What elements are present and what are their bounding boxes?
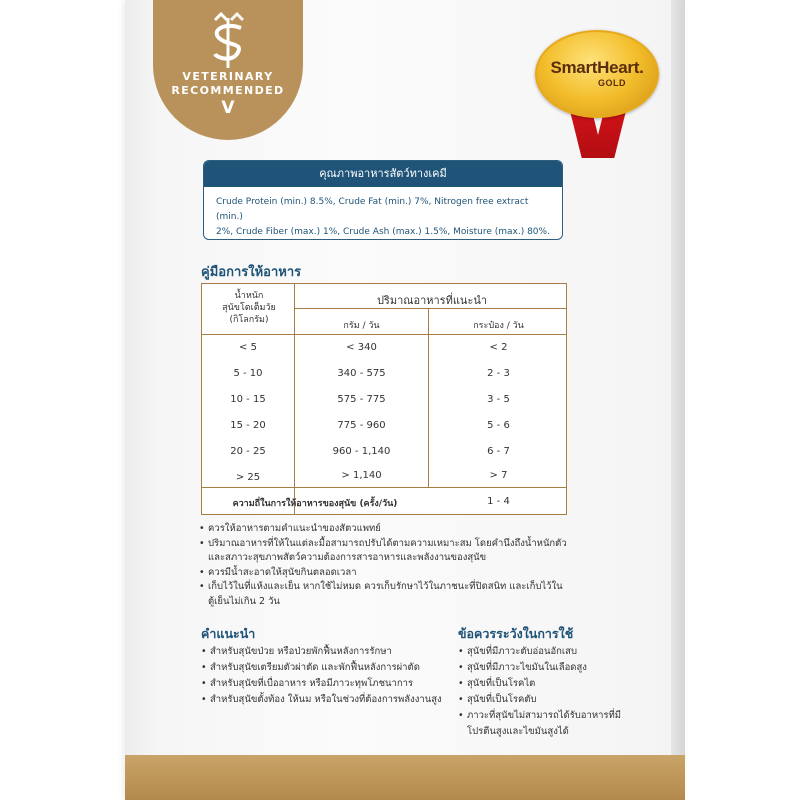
note-text: และสภาวะสุขภาพสัตว์ความต้องการสารอาหารและพลังงานของสุนัข [208,552,487,563]
header-weight [206,290,292,326]
recommend-item: • สำหรับสุนัขเตรียมตัวผ่าตัด และพักฟื้นหลังการผ่าตัด [201,660,451,676]
row-weight: 10 - 15 [230,394,266,405]
badge-mark: V [221,98,235,118]
recommend-title: คำแนะนำ [201,626,256,641]
caution-list [458,644,658,740]
frequency-label: ความถี่ในการให้อาหารของสุนัข (ครั้ง/วัน) [232,499,398,509]
row-grams: 775 - 960 [337,420,386,431]
chem-text [204,187,562,240]
note-item [199,537,569,566]
bottom-gold-band [125,755,685,800]
header-weight-line: (กิโลกรัม) [229,315,269,325]
caution-title: ข้อควรระวังในการใช้ [458,626,574,641]
badge-line-2: RECOMMENDED [171,84,285,97]
caution-item: • สุนัขที่เป็นโรคไต [458,676,658,692]
vet-recommended-badge [153,0,303,140]
frequency-value: 1 - 4 [487,496,510,507]
header-amount: ปริมาณอาหารที่แนะนำ [376,294,488,307]
brand-sub: GOLD [598,78,626,88]
row-grams: < 340 [346,342,377,353]
note-item: • ควรมีน้ำสะอาดให้สุนัขกินตลอดเวลา [199,566,569,581]
row-grams: 340 - 575 [337,368,386,379]
row-cans: 3 - 5 [487,394,510,405]
chem-title: คุณภาพอาหารสัตว์ทางเคมี [204,161,562,187]
brand-logo [530,30,670,160]
caution-text: ภาวะที่สุนัขไม่สามารถได้รับอาหารที่มี [467,710,622,721]
caution-item: • สุนัขที่มีภาวะตับอ่อนอักเสบ [458,644,658,660]
note-text: เก็บไว้ในที่แห้งและเย็น หากใช้ไม่หมด ควรเก็บรักษาไว้ในภาชนะที่ปิดสนิท และเก็บไว้ใน [208,581,563,592]
table-divider [202,334,566,335]
row-weight: 5 - 10 [233,368,263,379]
chem-line-1: Crude Protein (min.) 8.5%, Crude Fat (min.) 7%, Nitrogen free extract (min.) [216,197,529,222]
note-item [199,580,569,609]
row-cans: 2 - 3 [487,368,510,379]
header-grams: กรัม / วัน [343,321,380,331]
caduceus-s-icon [205,12,251,72]
row-cans: > 7 [489,470,508,481]
header-cans: กระป๋อง / วัน [473,321,524,331]
badge-line-1: VETERINARY [182,70,274,83]
row-cans: < 2 [489,342,508,353]
row-weight: 20 - 25 [230,446,266,457]
note-text: ปริมาณอาหารที่ให้ในแต่ละมื้อสามารถปรับได้ตามความเหมาะสม โดยคำนึงถึงน้ำหนักตัว [208,537,567,549]
row-grams: 575 - 775 [337,394,386,405]
row-cans: 5 - 6 [487,420,510,431]
caution-text: โปรตีนสูงและไขมันสูงได้ [467,726,569,737]
header-weight-line: สุนัขโตเต็มวัย [222,303,276,313]
row-grams: > 1,140 [341,470,382,481]
note-item: • ควรให้อาหารตามคำแนะนำของสัตวแพทย์ [199,522,569,537]
caution-item [458,708,658,740]
brand-name: SmartHeart. [550,58,644,77]
label-panel [125,0,685,800]
header-weight-line: น้ำหนัก [234,291,264,301]
table-divider [202,487,566,488]
feeding-table [201,283,567,515]
row-weight: < 5 [239,342,257,353]
chemical-quality-box [203,160,563,240]
recommend-list [201,644,451,708]
row-weight: 15 - 20 [230,420,266,431]
package-edge [671,0,685,800]
recommend-item: • สำหรับสุนัขที่เบื่ออาหาร หรือมีภาวะทุพโภชนาการ [201,676,451,692]
feeding-guide-title: คู่มือการให้อาหาร [201,265,302,280]
chem-line-2: 2%, Crude Fiber (max.) 1%, Crude Ash (max.) 1.5%, Moisture (max.) 80%. [216,227,550,237]
caution-item: • สุนัขที่เป็นโรคตับ [458,692,658,708]
recommend-item: • สำหรับสุนัขตั้งท้อง ให้นม หรือในช่วงที่ต้องการพลังงานสูง [201,692,451,708]
caution-item: • สุนัขที่มีภาวะไขมันในเลือดสูง [458,660,658,676]
recommend-item: • สำหรับสุนัขป่วย หรือป่วยพักฟื้นหลังการรักษา [201,644,451,660]
row-cans: 6 - 7 [487,446,510,457]
feeding-notes [199,522,569,609]
row-weight: > 25 [235,472,261,483]
note-text: ตู้เย็นไม่เกิน 2 วัน [208,595,280,607]
row-grams: 960 - 1,140 [332,446,391,457]
